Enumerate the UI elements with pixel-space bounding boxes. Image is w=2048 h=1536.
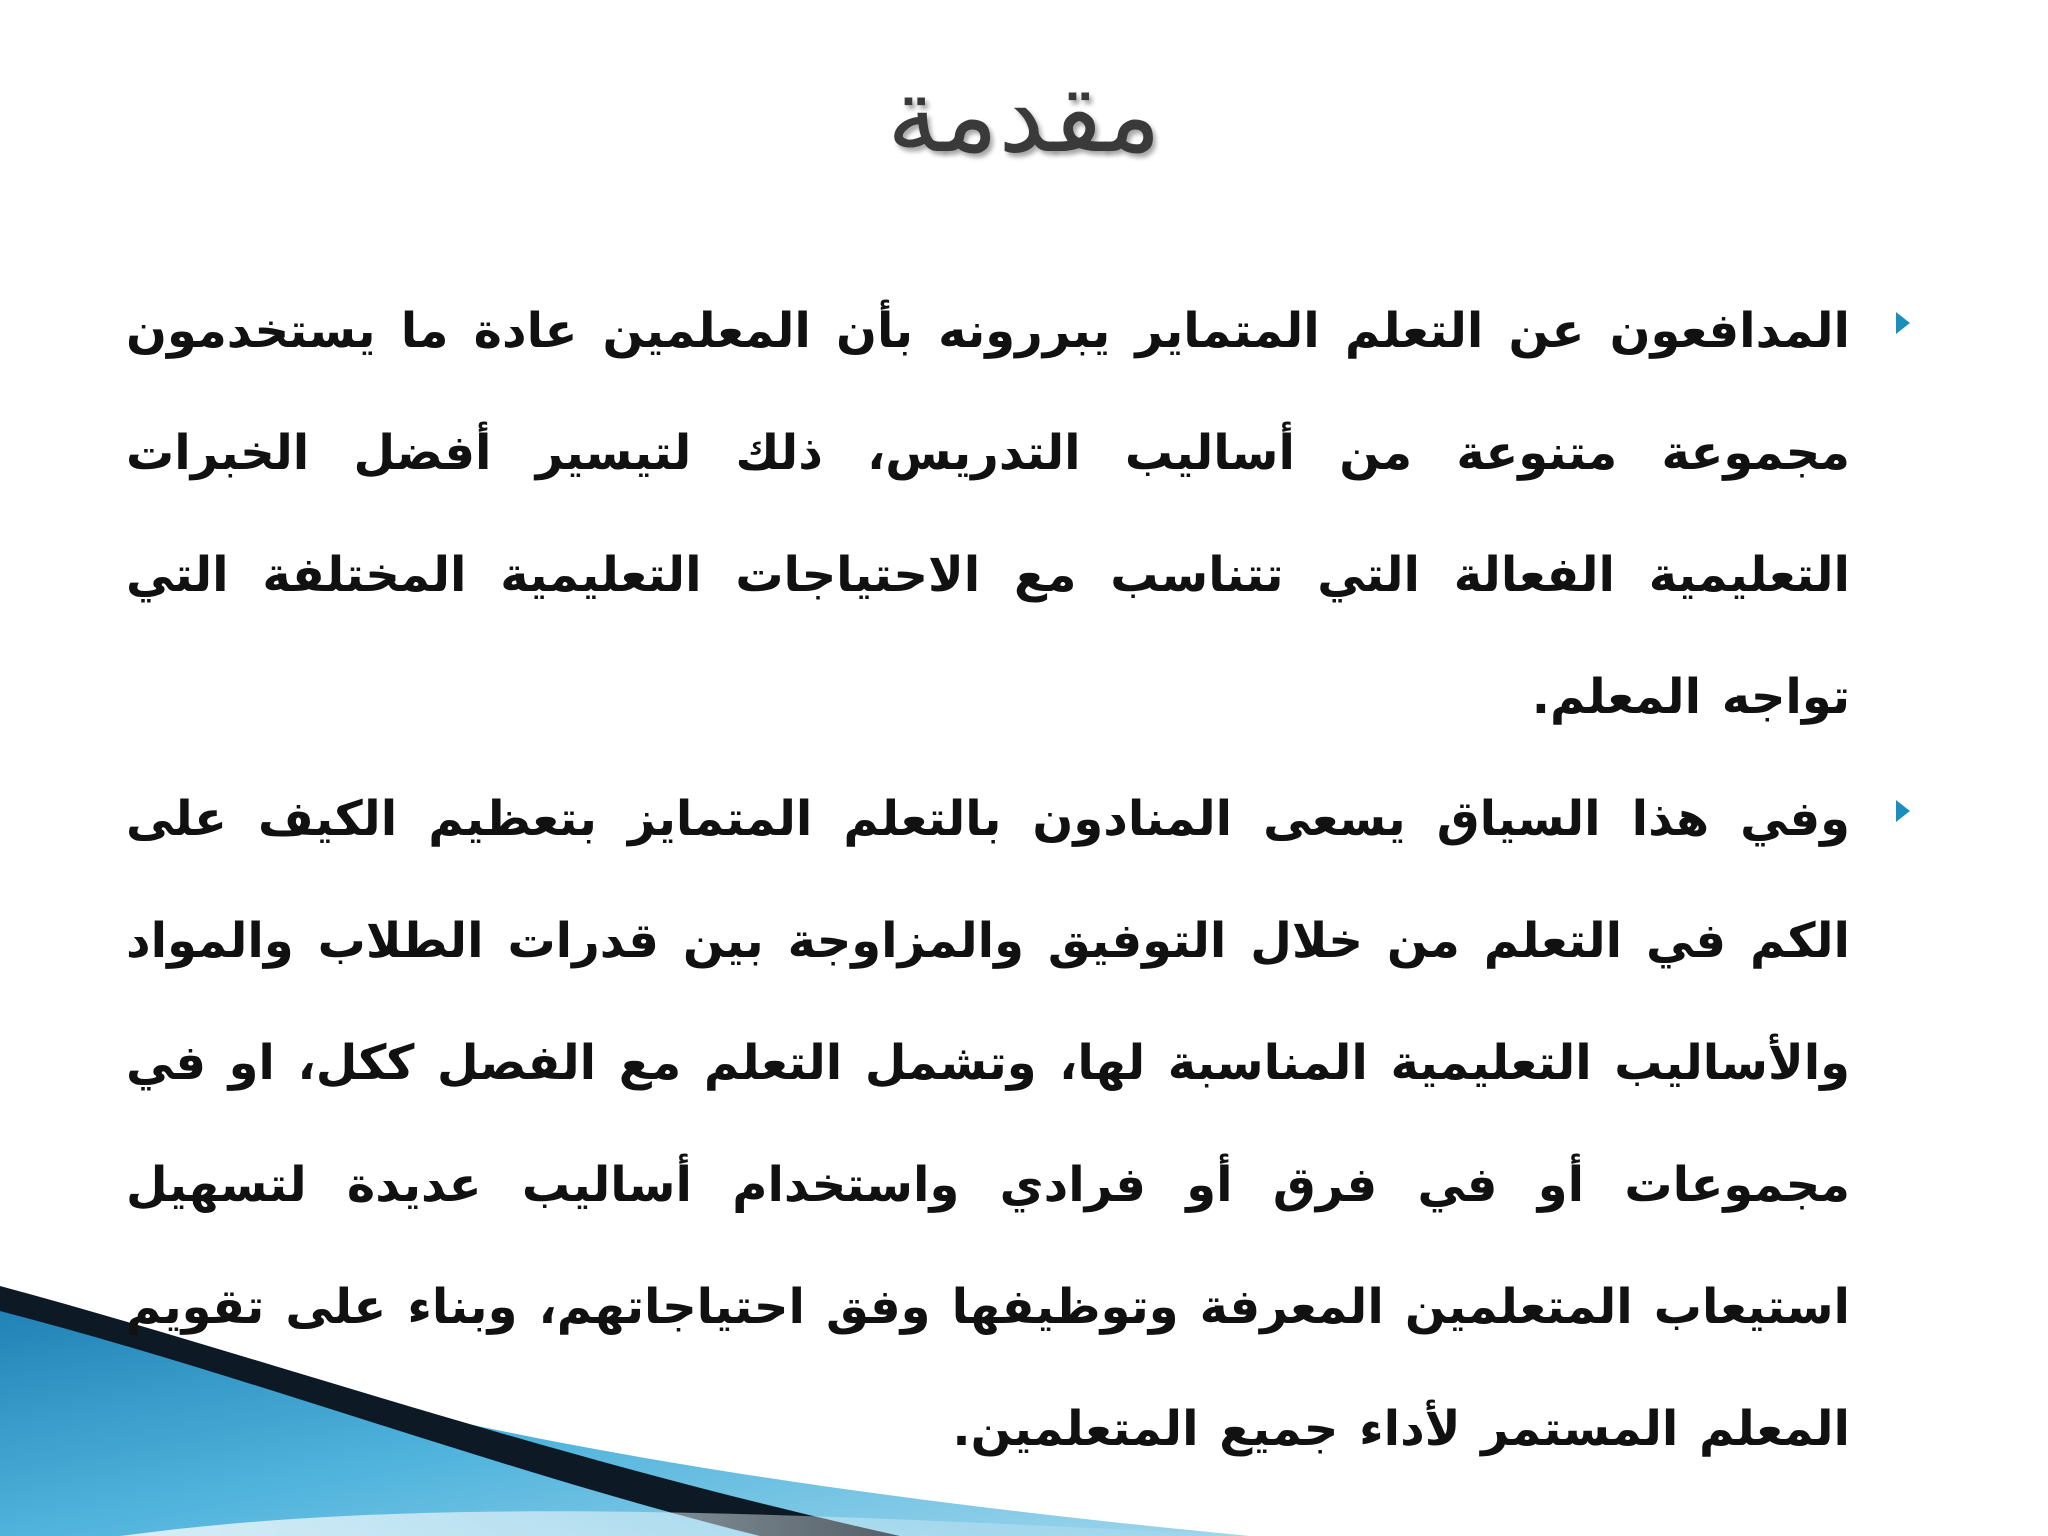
bullet-text: وفي هذا السياق يسعى المنادون بالتعلم المتمايز بتعظيم الكيف على الكم في التعلم من خلال التوفيق والمزاوجة بين قدرات الطلاب والمواد والأساليب التعليمية المناسبة لها، وتشمل التعلم مع الفصل ككل، او في مجموعات أو في فرق أو فرادي واستخدام أساليب عديدة لتسهيل استيعاب المتعلمين المعرفة وتوظيفها وفق احتياجاتهم، وبناء على تقويم المعلم المستمر لأداء جميع المتعلمين. bbox=[126, 791, 1850, 1457]
slide-title: مقدمة bbox=[886, 54, 1162, 176]
bullet-triangle-icon bbox=[1896, 800, 1910, 822]
bullet-item-2 bbox=[126, 758, 1850, 1490]
bullet-item-1 bbox=[126, 270, 1850, 758]
bullet-list bbox=[126, 270, 1850, 1490]
bullet-triangle-icon bbox=[1896, 312, 1910, 334]
bullet-text: المدافعون عن التعلم المتماير يبررونه بأن المعلمين عادة ما يستخدمون مجموعة متنوعة من أساليب التدريس، ذلك لتيسير أفضل الخبرات التعليمية الفعالة التي تتناسب مع الاحتياجات التعليمية المختلفة التي تواجه المعلم. bbox=[126, 303, 1850, 725]
